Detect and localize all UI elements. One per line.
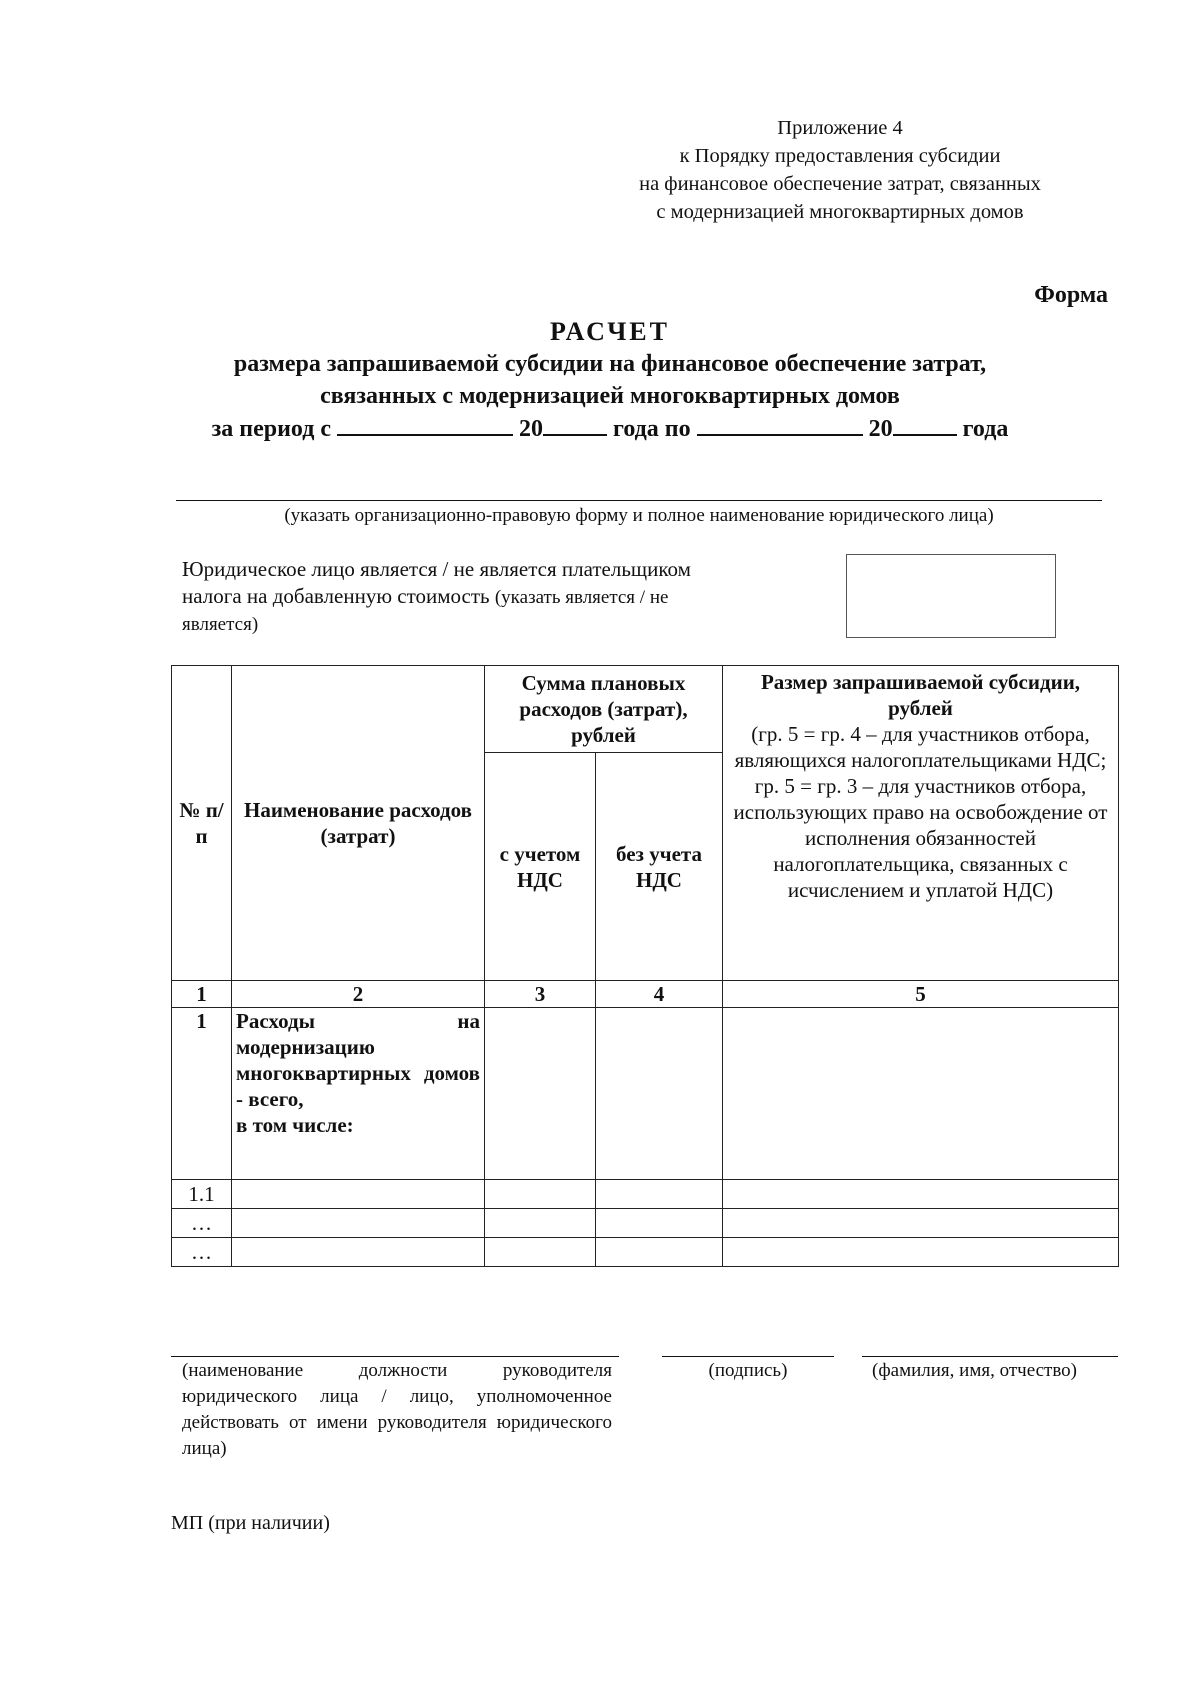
period-prefix: за период с — [211, 416, 332, 442]
period-end-year-field[interactable] — [893, 412, 957, 436]
table-row — [172, 1238, 1119, 1267]
row-without-vat-cell[interactable] — [596, 1180, 723, 1209]
row-expense-name[interactable] — [232, 1238, 485, 1267]
column-number-4: 4 — [596, 981, 723, 1008]
period-year1: 20 — [519, 416, 544, 442]
header-number: № п/п — [172, 666, 232, 981]
row-without-vat-cell[interactable] — [596, 1238, 723, 1267]
row-subsidy-cell[interactable] — [723, 1209, 1119, 1238]
column-number-1: 1 — [172, 981, 232, 1008]
row-expense-name[interactable] — [232, 1180, 485, 1209]
row-with-vat-cell[interactable] — [485, 1180, 596, 1209]
row-without-vat-cell[interactable] — [596, 1209, 723, 1238]
position-signature-line[interactable] — [171, 1356, 619, 1357]
appendix-reference — [560, 114, 1120, 226]
vat-status-box[interactable] — [846, 554, 1056, 638]
row-subsidy-cell[interactable] — [723, 1180, 1119, 1209]
row-number: … — [172, 1238, 232, 1267]
row-expense-name-tail: в том числе: — [236, 1113, 354, 1137]
header-without-vat: без учета НДС — [596, 753, 723, 981]
document-title-block — [150, 316, 1070, 446]
row-subsidy-cell[interactable] — [723, 1008, 1119, 1180]
column-number-2: 2 — [232, 981, 485, 1008]
row-without-vat-cell[interactable] — [596, 1008, 723, 1180]
appendix-line: на финансовое обеспечение затрат, связанных — [639, 173, 1041, 195]
period-start-date-field[interactable] — [337, 412, 513, 436]
table-row — [172, 1180, 1119, 1209]
calculation-table — [171, 665, 1119, 1267]
document-subtitle-line2: связанных с модернизацией многоквартирных домов — [320, 383, 900, 409]
full-name-caption: (фамилия, имя, отчество) — [872, 1360, 1078, 1381]
row-expense-name — [232, 1008, 485, 1180]
full-name-line[interactable] — [862, 1356, 1118, 1357]
vat-statement-note: (указать является / не — [494, 587, 669, 608]
period-end-date-field[interactable] — [697, 412, 863, 436]
header-subsidy-title: Размер запрашиваемой субсидии, рублей — [760, 670, 1081, 720]
row-with-vat-cell[interactable] — [485, 1238, 596, 1267]
period-middle: года по — [613, 416, 691, 442]
vat-statement-line2: налога на добавленную стоимость — [182, 584, 490, 608]
position-caption: (наименование должности руководителя юридического лица / лицо, уполномоченное действовать от имени руководителя юридического лица) — [182, 1360, 612, 1459]
column-number-5: 5 — [723, 981, 1119, 1008]
document-title: РАСЧЕТ — [550, 317, 670, 346]
organization-caption: (указать организационно-правовую форму и полное наименование юридического лица) — [284, 505, 994, 526]
document-subtitle-line1: размера запрашиваемой субсидии на финансовое обеспечение затрат, — [233, 351, 987, 377]
row-with-vat-cell[interactable] — [485, 1209, 596, 1238]
signature-caption: (подпись) — [708, 1360, 788, 1381]
period-start-year-field[interactable] — [543, 412, 607, 436]
row-number: 1 — [172, 1008, 232, 1180]
row-number: 1.1 — [172, 1180, 232, 1209]
table-row — [172, 1209, 1119, 1238]
period-line — [150, 412, 1070, 446]
vat-statement-line1: Юридическое лицо является / не является плательщиком — [182, 557, 691, 581]
table-row — [172, 1008, 1119, 1180]
period-year2: 20 — [868, 416, 893, 442]
row-number: … — [172, 1209, 232, 1238]
row-with-vat-cell[interactable] — [485, 1008, 596, 1180]
row-expense-name-main: Расходы на модернизацию многоквартирных домов - всего, — [236, 1009, 480, 1111]
form-label: Форма — [1034, 282, 1108, 308]
header-planned-sum: Сумма плановых расходов (затрат), рублей — [485, 666, 723, 753]
header-subsidy-note: (гр. 5 = гр. 4 – для участников отбора, являющихся налогоплательщиками НДС; гр. 5 = гр. 3 – для участников отбора, использующих право на освобождение от исполнения обязанностей налогоплательщика, связанных с исчислением и уплатой НДС) — [733, 722, 1108, 902]
appendix-line: с модернизацией многоквартирных домов — [656, 201, 1024, 223]
row-subsidy-cell[interactable] — [723, 1238, 1119, 1267]
stamp-note: МП (при наличии) — [171, 1512, 330, 1534]
header-with-vat: с учетом НДС — [485, 753, 596, 981]
appendix-line: к Порядку предоставления субсидии — [679, 145, 1001, 167]
period-suffix: года — [962, 416, 1009, 442]
row-expense-name[interactable] — [232, 1209, 485, 1238]
appendix-line: Приложение 4 — [777, 117, 903, 139]
header-expense-name: Наименование расходов (затрат) — [232, 666, 485, 981]
column-number-3: 3 — [485, 981, 596, 1008]
signature-line[interactable] — [662, 1356, 834, 1357]
header-subsidy — [723, 666, 1119, 981]
vat-statement — [182, 556, 792, 638]
organization-name-field[interactable] — [176, 500, 1102, 501]
vat-statement-note-end: является) — [182, 614, 259, 635]
